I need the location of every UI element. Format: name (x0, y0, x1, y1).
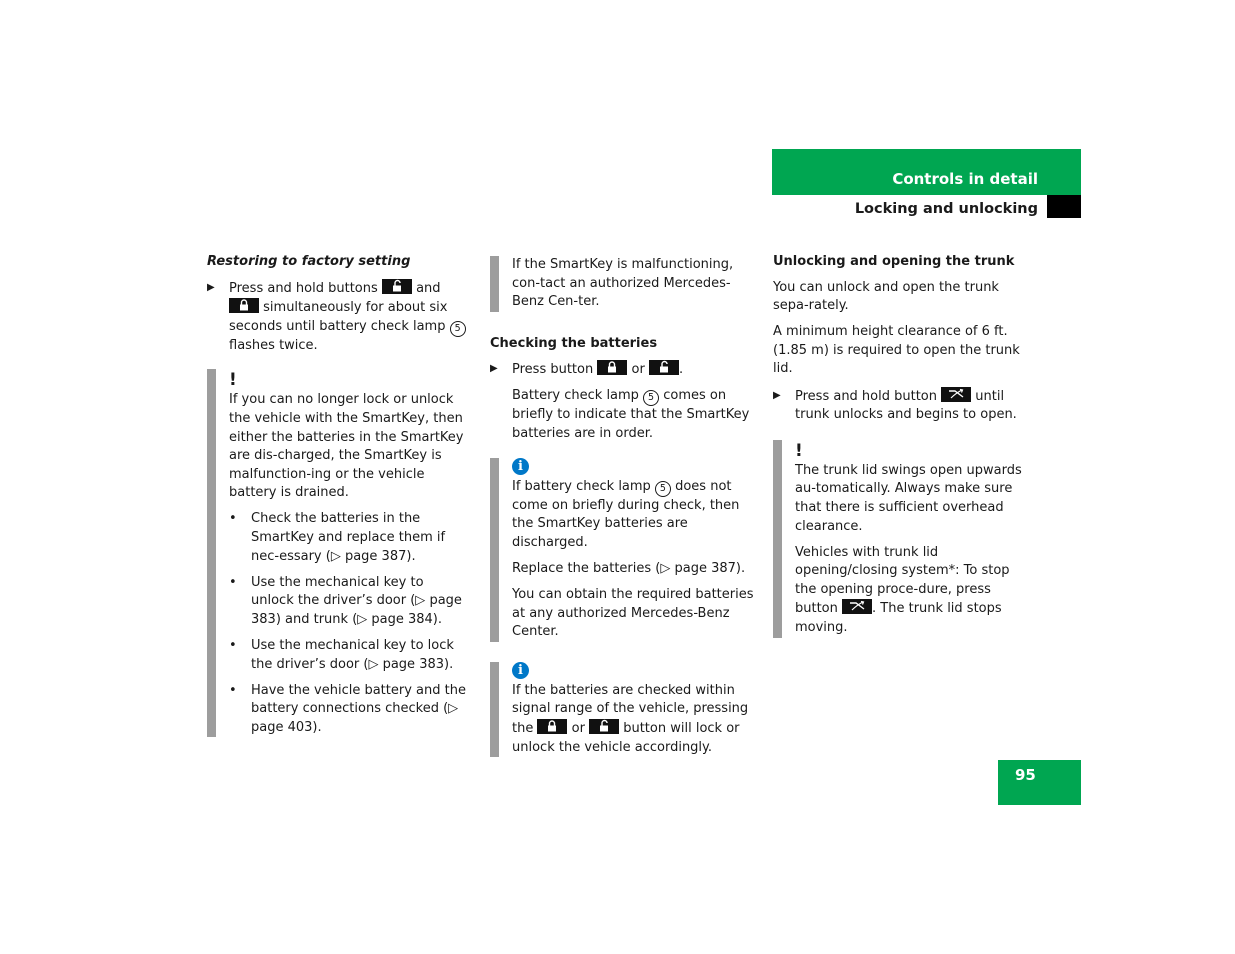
battery-lamp-ref: 5 (643, 390, 659, 406)
lock-button-icon (537, 719, 567, 734)
info-box-signal-range (490, 662, 756, 757)
info-icon: i (512, 458, 529, 475)
factory-setting-heading: Restoring to factory setting (207, 254, 411, 269)
step-marker-icon: ▶ (490, 363, 498, 375)
unlock-button-icon (382, 279, 412, 294)
trunk-heading: Unlocking and opening the trunk (773, 254, 1015, 269)
list-item: • Check the batteries in the SmartKey and replace them if nec-essary (▷ page 387). (229, 511, 446, 564)
malfunction-note: If the SmartKey is malfunctioning, con-tact an authorized Mercedes-Benz Cen-ter. (512, 257, 734, 310)
box-bar (773, 440, 782, 638)
info-text: If the batteries are checked within signal range of the vehicle, pressing the or button will lock or unlock the vehicle accordingly. (512, 682, 749, 755)
info-text: You can obtain the required batteries at any authorized Mercedes-Benz Center. (512, 587, 754, 640)
info-text: Replace the batteries (▷ page 387). (512, 560, 746, 576)
subsection-title: Locking and unlocking (854, 201, 1038, 217)
factory-setting-step: ▶ Press and hold buttons and simultaneously for about six seconds until battery check lamp 5 flashes twice. (207, 279, 469, 356)
caution-icon: ! (229, 370, 237, 391)
caution-icon: ! (795, 440, 803, 461)
info-box-discharged (490, 458, 756, 642)
caution-text: If you can no longer lock or unlock the vehicle with the SmartKey, then either the batteries in the SmartKey are dis-charged, the SmartKey is malfunction-ing or the vehicle battery is drained. (229, 392, 464, 501)
unlock-button-icon (649, 360, 679, 375)
list-item: • Use the mechanical key to unlock the driver’s door (▷ page 383) and trunk (▷ page 384). (229, 574, 462, 627)
box-bar (490, 256, 499, 312)
column-1 (207, 253, 469, 751)
column-2 (490, 256, 756, 757)
page-number: 95 (998, 760, 1081, 805)
battery-lamp-ref: 5 (655, 481, 671, 497)
unlock-button-icon (589, 719, 619, 734)
lock-button-icon (597, 360, 627, 375)
section-header (772, 149, 1081, 195)
list-item: • Use the mechanical key to lock the driver’s door (▷ page 383). (229, 638, 454, 672)
caution-box-smartkey (207, 369, 469, 737)
info-icon: i (512, 662, 529, 679)
trunk-clearance-text: A minimum height clearance of 6 ft. (1.85 m) is required to open the trunk lid. (773, 324, 1020, 377)
box-bar (207, 369, 216, 737)
box-bar (490, 458, 499, 642)
checking-batteries-heading: Checking the batteries (490, 335, 658, 351)
trunk-button-icon (941, 387, 971, 402)
trunk-text: You can unlock and open the trunk sepa-rately. (773, 279, 999, 314)
step-marker-icon: ▶ (207, 281, 215, 293)
subsection-marker (1047, 195, 1081, 218)
lock-button-icon (229, 298, 259, 313)
step-marker-icon: ▶ (773, 389, 781, 401)
info-text: If battery check lamp 5 does not come on briefly during check, then the SmartKey batteries are discharged. (512, 478, 740, 550)
note-box-malfunction (490, 256, 756, 312)
battery-lamp-ref: 5 (450, 321, 466, 337)
box-bar (490, 662, 499, 757)
caution-text: Vehicles with trunk lid opening/closing system*: To stop the opening proce-dure, press button . The trunk lid stops moving. (795, 544, 1010, 635)
check-result: Battery check lamp 5 comes on briefly to indicate that the SmartKey batteries are in order. (512, 388, 750, 442)
list-item: • Have the vehicle battery and the battery connections checked (▷ page 403). (229, 682, 466, 735)
trunk-button-icon (842, 599, 872, 614)
caution-box-trunk (773, 440, 1035, 638)
trunk-step: ▶ Press and hold button until trunk unlocks and begins to open. (773, 388, 1017, 423)
column-3 (773, 253, 1035, 652)
caution-text: The trunk lid swings open upwards au-tomatically. Always make sure that there is sufficient overhead clearance. (795, 462, 1022, 534)
check-batteries-step: ▶ Press button or . (490, 362, 684, 378)
section-title: Controls in detail (892, 170, 1038, 188)
